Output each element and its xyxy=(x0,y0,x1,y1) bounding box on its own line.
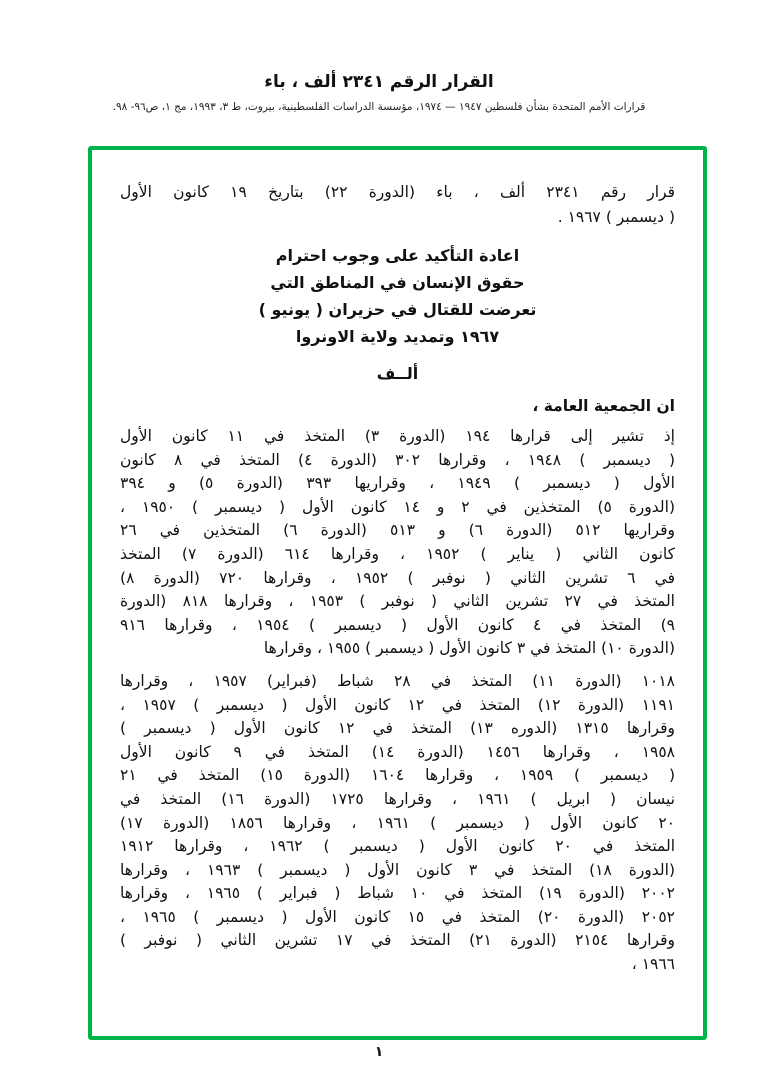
text-line: ١٩٦٧ وتمديد ولاية الاونروا xyxy=(295,327,500,346)
resolution-text-column xyxy=(120,180,675,977)
text-line: ٩) المتخذ في ٤ كانون الأول ( ديسمبر ) ١٩٥٤ ، وقرارها ٩١٦ xyxy=(120,615,675,634)
text-line: وقراريها ٥١٢ (الدورة ٦) و ٥١٣ (الدورة ٦) المتخذين في ٢٦ xyxy=(120,521,675,540)
page-number: ١ xyxy=(374,1044,384,1060)
section-label: ألــف xyxy=(376,364,419,383)
text-line: وقرارها ٢١٥٤ (الدورة ٢١) المتخذ في ١٧ تشرين الثاني ( نوفبر ) xyxy=(120,931,675,950)
text-line: اعادة التأكيد على وجوب احترام xyxy=(275,246,520,265)
text-line: ١٩٦٦ ، xyxy=(631,955,675,974)
page-title: القرار الرقم ٢٣٤١ ألف ، باء xyxy=(264,72,494,92)
text-line: في ٦ تشرين الثاني ( نوفبر ) ١٩٥٢ ، وقرارها ٧٢٠ (الدورة ٨) xyxy=(120,568,675,587)
text-line: ١١٩١ (الدورة ١٢) المتخذ في ١٢ كانون الأول ( ديسمبر ) ١٩٥٧ ، xyxy=(120,695,676,714)
opening-clause: ان الجمعية العامة ، xyxy=(532,397,675,415)
text-line: ( ديسمبر ) ١٩٦٧ . xyxy=(557,208,675,226)
text-line: قرار رقم ٢٣٤١ ألف ، باء (الدورة ٢٢) بتاريخ ١٩ كانون الأول xyxy=(120,183,675,201)
recital-paragraph-1 xyxy=(120,425,675,661)
text-line: المتخذ في ٢٠ كانون الأول ( ديسمبر ) ١٩٦٢ ، وقرارها ١٩١٢ xyxy=(120,837,675,856)
text-line: ( ديسمبر ) ١٩٤٨ ، وقرارها ٣٠٢ (الدورة ٤) المتخذ في ٨ كانون xyxy=(120,450,676,469)
text-line: تعرضت للقتال في حزيران ( يونيو ) xyxy=(258,300,537,319)
text-line: (الدورة ١٠) المتخذ في ٣ كانون الأول ( ديسمبر ) ١٩٥٥ ، وقرارها xyxy=(263,639,675,658)
text-line: ( ديسمبر ) ١٩٥٩ ، وقرارها ١٦٠٤ (الدورة ١٥) المتخذ في ٢١ xyxy=(120,766,676,785)
text-line: ١٠١٨ (الدورة ١١) المتخذ في ٢٨ شباط (فبراير) ١٩٥٧ ، وقرارها xyxy=(120,671,675,690)
text-line: نيسان ( ابريل ) ١٩٦١ ، وقرارها ١٧٢٥ (الدورة ١٦) المتخذ في xyxy=(120,789,675,808)
recital-paragraph-2 xyxy=(120,670,675,977)
resolution-heading xyxy=(120,180,675,230)
resolution-frame xyxy=(88,146,707,1040)
text-line: ١٩٥٨ ، وقرارها ١٤٥٦ (الدورة ١٤) المتخذ في ٩ كانون الأول xyxy=(120,742,676,761)
text-line: (الدورة ٥) المتخذين في ٢ و ١٤ كانون الأول ( ديسمبر ) ١٩٥٠ ، xyxy=(120,497,675,516)
text-line: كانون الثاني ( يناير ) ١٩٥٢ ، وقرارها ٦١٤ (الدورة ٧) المتخذ xyxy=(120,544,675,563)
text-line: إذ تشير إلى قرارها ١٩٤ (الدورة ٣) المتخذ في ١١ كانون الأول xyxy=(120,427,675,445)
text-line: ٢٠٠٢ (الدورة ١٩) المتخذ في ١٠ شباط ( فبراير ) ١٩٦٥ ، وقرارها xyxy=(120,884,675,903)
text-line: وقرارها ١٣١٥ (الدوره ١٣) المتخذ في ١٢ كانون الأول ( ديسمبر ) xyxy=(120,719,676,738)
resolution-subject-title xyxy=(120,242,675,350)
text-line: ٢٠٥٢ (الدورة ٢٠) المتخذ في ١٥ كانون الأول ( ديسمبر ) ١٩٦٥ ، xyxy=(120,907,676,926)
text-line: الأول ( ديسمبر ) ١٩٤٩ ، وقراريها ٣٩٣ (الدورة ٥) و ٣٩٤ xyxy=(120,474,675,493)
text-line: ٢٠ كانون الأول ( ديسمبر ) ١٩٦١ ، وقرارها ١٨٥٦ (الدورة ١٧) xyxy=(120,813,675,832)
source-citation: قرارات الأمم المتحدة بشأن فلسطين ١٩٤٧ — ١٩٧٤، مؤسسة الدراسات الفلسطينية، بيروت، ط ٣، ١٩٩٣، مج ١، ص٩٦- ٩٨. xyxy=(112,101,646,113)
document-header xyxy=(0,0,758,113)
page-footer xyxy=(0,1044,758,1060)
text-line: حقوق الإنسان في المناطق التي xyxy=(270,273,525,292)
text-line: المتخذ في ٢٧ تشرين الثاني ( نوفبر ) ١٩٥٣ ، وقرارها ٨١٨ (الدورة xyxy=(120,592,675,611)
text-line: (الدورة ١٨) المتخذ في ٣ كانون الأول ( ديسمبر ) ١٩٦٣ ، وقرارها xyxy=(120,860,676,879)
